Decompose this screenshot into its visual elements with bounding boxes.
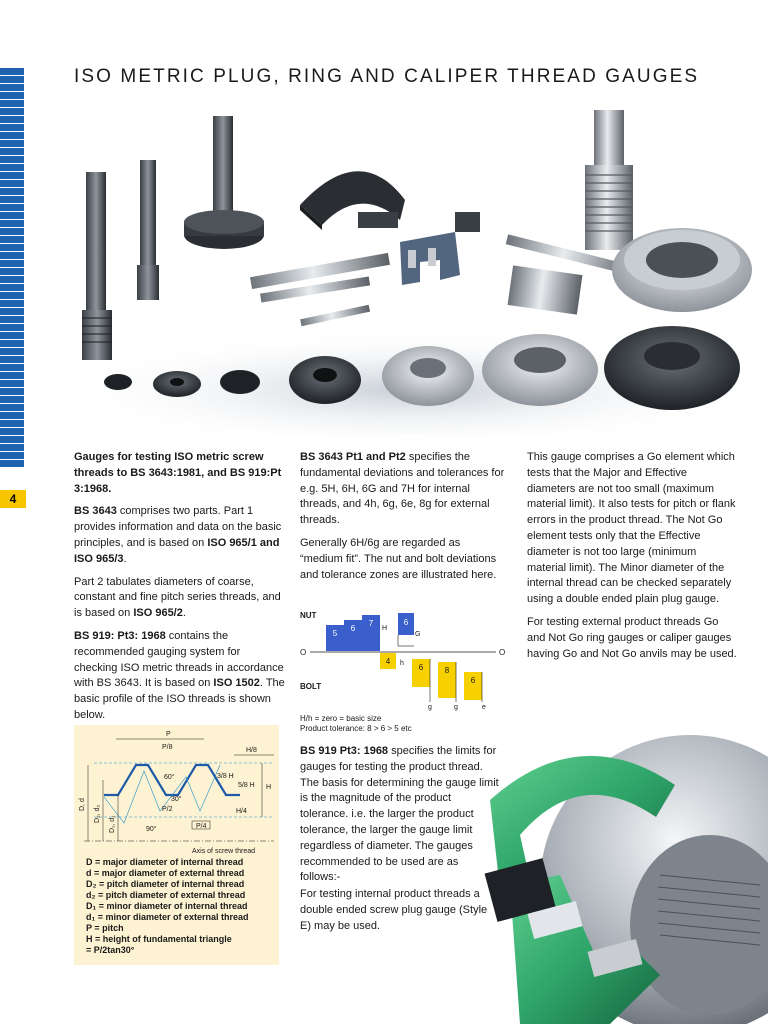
- svg-text:H: H: [266, 784, 272, 791]
- paragraph-bs3643: BS 3643 comprises two parts. Part 1 provides information and data on the basic principles, and is based on ISO 965/1 and ISO 965/3.: [74, 505, 282, 565]
- svg-text:60°: 60°: [164, 774, 175, 781]
- caliper-gauge-photo: [460, 725, 768, 1024]
- paragraph-internal-threads: For testing internal product threads a double ended screw plug gauge (Style E) may be used.: [300, 888, 488, 932]
- svg-text:4: 4: [385, 657, 391, 666]
- svg-text:D₂, d₂: D₂, d₂: [94, 804, 101, 823]
- svg-text:5/8 H: 5/8 H: [238, 782, 255, 789]
- product-photo: [60, 100, 760, 435]
- svg-text:6: 6: [470, 676, 476, 685]
- intro-heading: Gauges for testing ISO metric screw threads to BS 3643:1981, and BS 919:Pt 3:1968.: [74, 451, 282, 495]
- svg-text:g: g: [428, 704, 432, 711]
- svg-text:Axis of screw thread: Axis of screw thread: [192, 848, 256, 855]
- svg-text:h: h: [400, 660, 404, 667]
- svg-text:8: 8: [444, 666, 450, 675]
- svg-text:H/4: H/4: [236, 808, 247, 815]
- tolerance-note: H/h = zero = basic size Product tolerance: 8 > 6 > 5 etc: [300, 714, 412, 733]
- origin-left: O: [300, 648, 307, 657]
- svg-text:e: e: [482, 704, 486, 711]
- svg-text:6: 6: [350, 624, 356, 633]
- origin-right: O: [499, 648, 506, 657]
- svg-text:P/8: P/8: [162, 744, 173, 751]
- svg-text:6: 6: [418, 663, 424, 672]
- paragraph-bs919: BS 919: Pt3: 1968 contains the recommended gauging system for checking ISO metric threads in accordance with BS 3643. It is based on ISO 1502. The basic profile of the ISO threads is shown below.: [74, 629, 285, 721]
- thread-profile-drawing: [74, 725, 279, 855]
- svg-text:g: g: [454, 704, 458, 711]
- paragraph-external-threads: For testing external product threads Go and Not Go ring gauges or caliper gauges having Go and Not Go anvils may be used.: [527, 615, 737, 660]
- svg-text:3/8 H: 3/8 H: [217, 773, 234, 780]
- paragraph-bs919-pt3: BS 919 Pt3: 1968 specifies the limits for gauges for testing the product thread. The basis for determining the gauge limit is the magnitude of the product tolerance. i.e. the larger the product tolerance, the larger the gauge limit regardless of diameter. The gauges recommended to be used are as follows:-: [300, 745, 499, 884]
- nut-label: NUT: [300, 611, 317, 620]
- svg-text:90°: 90°: [146, 826, 157, 833]
- page-title: ISO METRIC PLUG, RING AND CALIPER THREAD GAUGES: [74, 66, 700, 87]
- paragraph-part2: Part 2 tabulates diameters of coarse, constant and fine pitch series threads, and is based on ISO 965/2.: [74, 575, 281, 620]
- page-ruler-tab: [0, 68, 26, 468]
- svg-text:P/2: P/2: [162, 806, 173, 813]
- svg-text:H/8: H/8: [246, 747, 257, 754]
- svg-text:6: 6: [403, 618, 409, 627]
- svg-text:7: 7: [368, 619, 374, 628]
- paragraph-bs3643-pt: BS 3643 Pt1 and Pt2 specifies the fundamental deviations and tolerances for e.g. 5H, 6H, 6G and 7H for internal threads, and 4h, 6g, 6e, 8g for external threads.: [300, 451, 505, 527]
- svg-text:5: 5: [332, 629, 338, 638]
- profile-legend: D = major diameter of internal thread d = major diameter of external thread D₂ = pitch diameter of internal thread d₂ = pitch diameter of external thread D₁ = minor diameter of internal thread d₁ = minor diameter of external thread P = pitch H = height of fundamental triangle = P/2tan30°: [86, 857, 249, 955]
- bolt-label: BOLT: [300, 682, 322, 691]
- svg-text:H: H: [382, 625, 388, 632]
- svg-text:G: G: [415, 631, 421, 638]
- svg-text:D₁, d₁: D₁, d₁: [109, 815, 116, 833]
- svg-text:D, d: D, d: [79, 798, 86, 811]
- text-column-2: [300, 450, 506, 590]
- text-column-3: [527, 450, 737, 669]
- page-number-badge: 4: [0, 490, 26, 508]
- paragraph-medium-fit: Generally 6H/6g are regarded as “medium fit”. The nut and bolt deviations and tolerance zones are illustrated here.: [300, 536, 497, 581]
- svg-text:30°: 30°: [171, 796, 182, 803]
- svg-text:P/4: P/4: [196, 823, 207, 830]
- svg-text:P: P: [166, 731, 171, 738]
- text-column-1: [74, 450, 286, 731]
- paragraph-go-element: This gauge comprises a Go element which tests that the Major and Effective diameters are not too small (maximum material limit). It also tests for pitch or flank errors in the product thread. The Not Go element tests only that the Effective diameter is not too large (minimum material limit). The Minor diameter of the internal thread can be checked separately using a double ended plain plug gauge.: [527, 451, 736, 606]
